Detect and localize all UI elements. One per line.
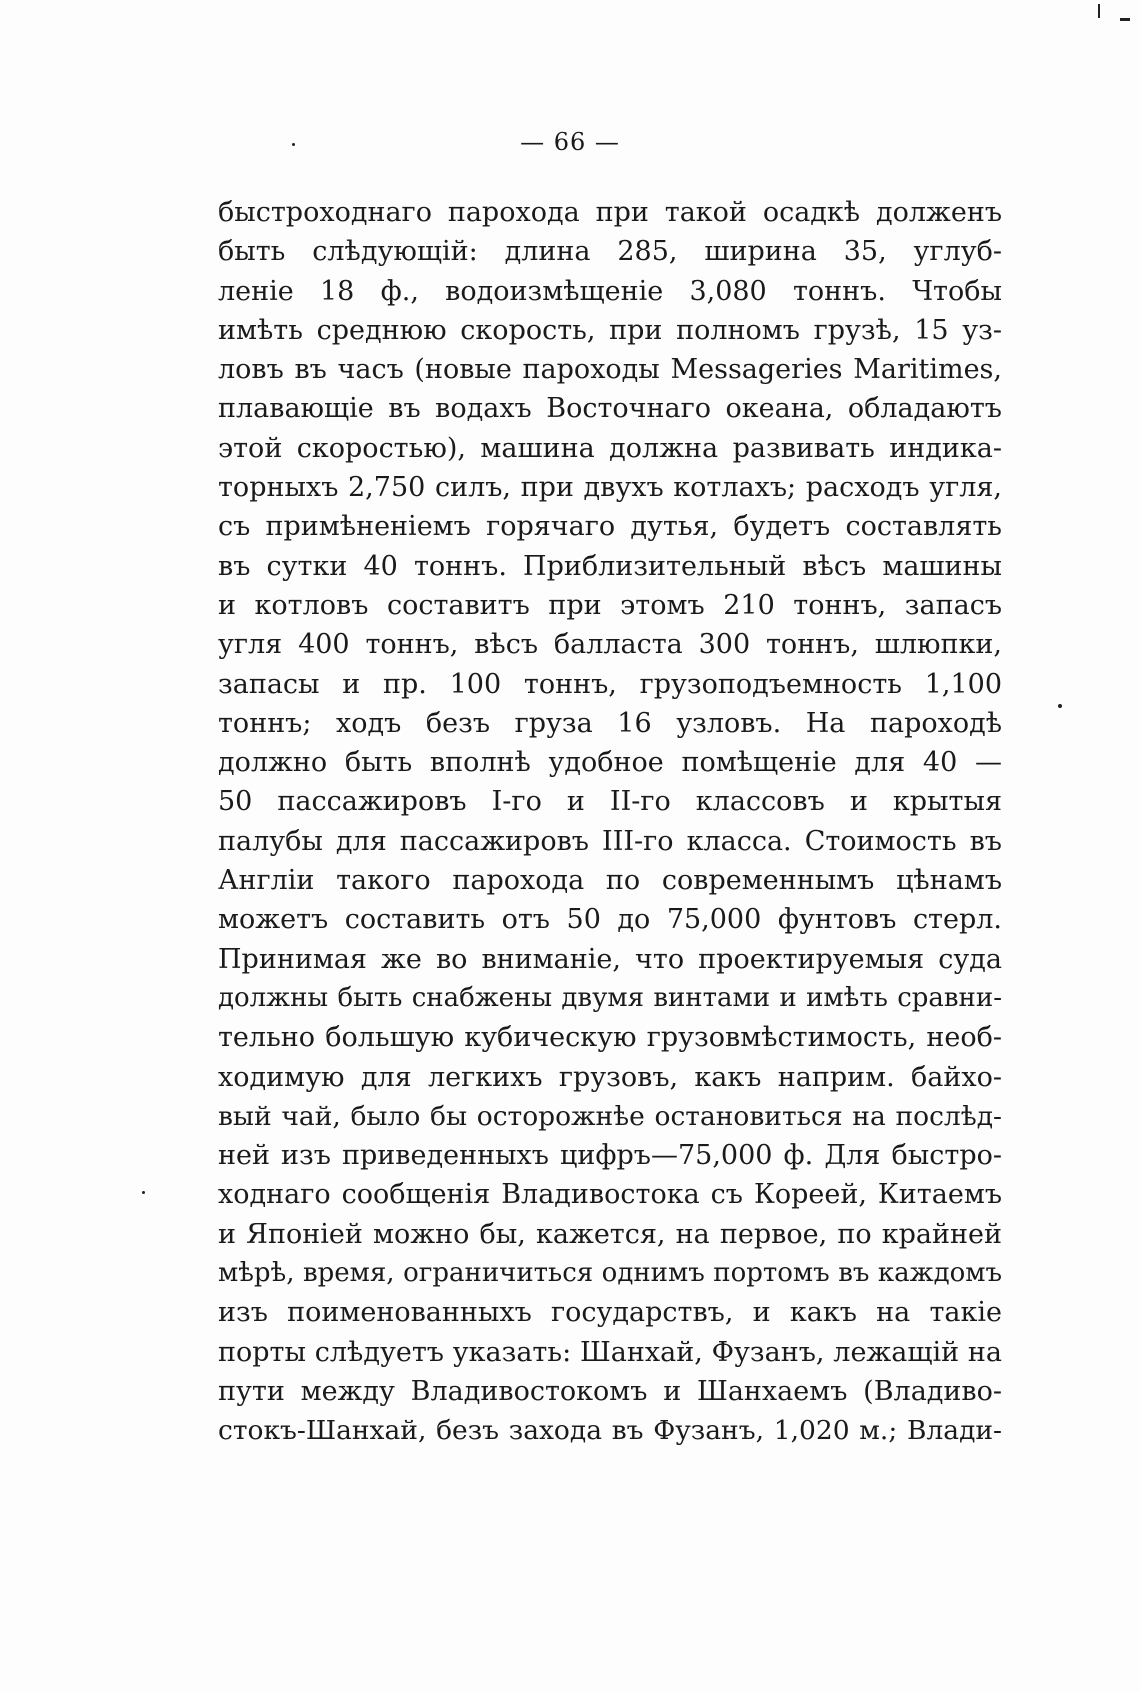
text-line: запасы и пр. 100 тоннъ, грузоподъемность 1,100 — [218, 668, 1002, 700]
text-line: и котловъ составитъ при этомъ 210 тоннъ, запасъ — [218, 589, 1002, 621]
text-line: торныхъ 2,750 силъ, при двухъ котлахъ; расходъ угля, — [218, 472, 1002, 504]
scan-speck — [1058, 704, 1062, 708]
text-line: вый чай, было бы осторожнѣе остановиться на послѣд- — [218, 1100, 1002, 1132]
text-line: угля 400 тоннъ, вѣсъ балласта 300 тоннъ, шлюпки, — [218, 629, 1002, 661]
text-line: съ примѣненіемъ горячаго дутья, будетъ составлять — [218, 511, 1002, 543]
text-line: палубы для пассажировъ III-го класса. Стоимость въ — [218, 825, 1002, 857]
text-line: мѣрѣ, время, ограничиться однимъ портомъ въ каждомъ — [218, 1258, 1002, 1289]
text-line: тоннъ; ходъ безъ груза 16 узловъ. На пароходѣ — [218, 707, 1002, 739]
text-line: можетъ составить отъ 50 до 75,000 фунтовъ стерл. — [218, 904, 1002, 936]
page-number: — 66 — — [520, 128, 620, 156]
text-line: ловъ въ часъ (новые пароходы Messageries Maritimes, — [218, 354, 1002, 386]
text-line: стокъ-Шанхай, безъ захода въ Фузанъ, 1,020 м.; Влади- — [218, 1415, 1002, 1447]
text-line: этой скоростью), машина должна развивать индика- — [218, 432, 1002, 464]
text-line: должно быть вполнѣ удобное помѣщеніе для 40 — — [218, 747, 1002, 779]
scan-edge-mark — [1120, 18, 1130, 21]
text-line: тельно большую кубическую грузовмѣстимость, необ- — [218, 1022, 1002, 1054]
text-line: быть слѣдующій: длина 285, ширина 35, углуб- — [218, 236, 1002, 268]
scan-speck — [142, 1191, 145, 1194]
text-line: 50 пассажировъ I-го и II-го классовъ и крытыя — [218, 786, 1002, 818]
scan-edge-mark — [1098, 4, 1100, 18]
text-line: леніе 18 ф., водоизмѣщеніе 3,080 тоннъ. Чтобы — [218, 275, 1002, 307]
text-line: ходимую для легкихъ грузовъ, какъ наприм. байхо- — [218, 1061, 1002, 1093]
text-line: ней изъ приведенныхъ цифръ—75,000 ф. Для быстро- — [218, 1140, 1002, 1172]
text-line: изъ поименованныхъ государствъ, и какъ на такіе — [218, 1297, 1002, 1329]
scan-speck — [292, 143, 295, 146]
text-line: ходнаго сообщенія Владивостока съ Кореей, Китаемъ — [218, 1179, 1002, 1211]
text-line: имѣть среднюю скорость, при полномъ грузѣ, 15 уз- — [218, 314, 1002, 346]
body-text — [218, 193, 1002, 1451]
text-line: быстроходнаго парохода при такой осадкѣ долженъ — [218, 197, 1002, 228]
text-line: должны быть снабжены двумя винтами и имѣть сравни- — [218, 982, 1002, 1013]
text-line: Принимая же во вниманіе, что проектируемыя суда — [218, 943, 1002, 975]
text-line: и Японіей можно бы, кажется, на первое, по крайней — [218, 1218, 1002, 1250]
text-line: пути между Владивостокомъ и Шанхаемъ (Владиво- — [218, 1375, 1002, 1407]
text-line: порты слѣдуетъ указать: Шанхай, Фузанъ, лежащій на — [218, 1336, 1002, 1368]
text-line: плавающіе въ водахъ Восточнаго океана, обладаютъ — [218, 393, 1002, 425]
text-line: Англіи такого парохода по современнымъ цѣнамъ — [218, 865, 1002, 897]
text-line: въ сутки 40 тоннъ. Приблизительный вѣсъ машины — [218, 550, 1002, 582]
